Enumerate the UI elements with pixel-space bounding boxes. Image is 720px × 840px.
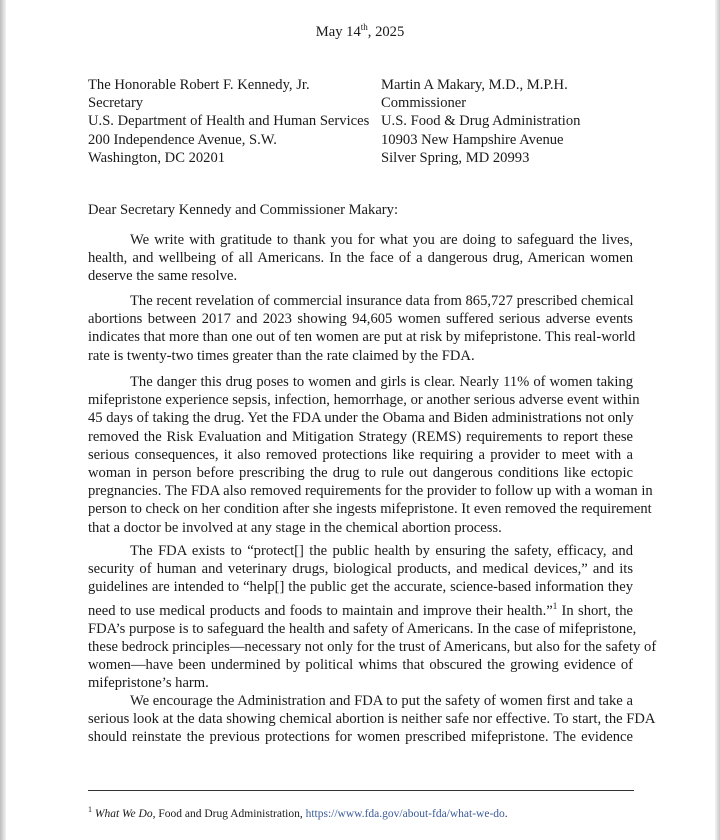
- photo-edge-left: [0, 0, 6, 840]
- text-line: person to check on her condition after she ingests mifepristone. It even removed the requirement: [88, 501, 652, 518]
- text-line: abortions between 2017 and 2023 showing 94,605 women suffered serious adverse events: [88, 311, 633, 328]
- footnote-title: What We Do: [94, 807, 153, 820]
- text-line: these bedrock principles—necessary not only for the trust of Americans, but also for the safety of: [88, 638, 657, 655]
- recipient-organization: U.S. Food & Drug Administration: [381, 113, 581, 130]
- salutation: Dear Secretary Kennedy and Commissioner Makary:: [88, 202, 399, 218]
- footnote-reference: 1: [552, 600, 558, 611]
- body-paragraph-1: [88, 231, 633, 286]
- recipient-street: 200 Independence Avenue, S.W.: [88, 131, 277, 148]
- text-line: guidelines are intended to “help[] the public get the accurate, science-based information they: [88, 579, 633, 596]
- text-line: should reinstate the previous protections for women prescribed mifepristone. The evidence: [88, 729, 633, 746]
- text-line: need to use medical products and foods to maintain and improve their health.”$^1$ In short, the: [88, 600, 633, 619]
- footnote-number: 1: [88, 805, 92, 814]
- recipient-organization: U.S. Department of Health and Human Services: [88, 113, 370, 130]
- body-paragraph-4: [88, 542, 657, 692]
- text-line: The danger this drug poses to women and girls is clear. Nearly 11% of women taking: [130, 374, 633, 390]
- recipient-city: Washington, DC 20201: [88, 149, 226, 166]
- text-line: We encourage the Administration and FDA to put the safety of women first and take a: [130, 693, 633, 709]
- text-line: serious consequences, it also removed protections like requiring a provider to meet with a: [88, 446, 633, 463]
- photo-edge-right: [715, 0, 720, 840]
- recipient-city: Silver Spring, MD 20993: [381, 149, 530, 166]
- text-line: serious look at the data showing chemical abortion is neither safe nor effective. To start, the FDA: [88, 711, 656, 728]
- text-line: The recent revelation of commercial insurance data from 865,727 prescribed chemical: [130, 293, 634, 309]
- footnote-link[interactable]: https://www.fda.gov/about-fda/what-we-do: [305, 807, 505, 820]
- footnote-divider: [88, 790, 634, 791]
- text-line: pregnancies. The FDA also removed requirements for the provider to follow up with a woman in: [88, 483, 653, 500]
- recipient-name: The Honorable Robert F. Kennedy, Jr.: [88, 77, 310, 93]
- text-line: removed the Risk Evaluation and Mitigation Strategy (REMS) requirements to report these: [88, 428, 633, 445]
- body-paragraph-5: [88, 692, 656, 747]
- recipient-title: Commissioner: [381, 95, 467, 112]
- body-paragraph-2: [88, 292, 636, 365]
- text-line: mifepristone’s harm.: [88, 675, 209, 692]
- footnote: $^1$ What We Do, Food and Drug Administration, https://www.fda.gov/about-fda/what-we-do.: [88, 805, 508, 820]
- text-line: rate is twenty-two times greater than the rate claimed by the FDA.: [88, 347, 475, 364]
- text-line: that a doctor be involved at any stage in the chemical abortion process.: [88, 519, 502, 536]
- text-line: woman in person before prescribing the drug to rule out dangerous conditions like ectopic: [88, 465, 633, 482]
- text-line: indicates that more than one out of ten women are put at risk by mifepristone. This real-world: [88, 329, 636, 346]
- text-line: women—have been undermined by political whims that obscured the growing evidence of: [88, 657, 633, 674]
- text-line: The FDA exists to “protect[] the public health by ensuring the safety, efficacy, and: [130, 543, 633, 559]
- letter-date: May 14th, 2025: [315, 22, 405, 40]
- recipient-address-right: [381, 76, 580, 167]
- recipient-street: 10903 New Hampshire Avenue: [381, 131, 564, 148]
- recipient-address-left: [88, 76, 369, 167]
- recipient-title: Secretary: [88, 95, 144, 112]
- text-line: We write with gratitude to thank you for what you are doing to safeguard the lives,: [130, 232, 633, 248]
- text-line: security of human and veterinary drugs, biological products, and medical devices,” and its: [88, 561, 633, 578]
- text-line: FDA’s purpose is to safeguard the health and safety of Americans. In the case of mifepristone,: [88, 620, 637, 637]
- text-line: deserve the same resolve.: [88, 268, 238, 285]
- text-line: mifepristone experience sepsis, infection, hemorrhage, or another serious adverse event within: [88, 392, 640, 409]
- text-line: 45 days of taking the drug. Yet the FDA under the Obama and Biden administrations not only: [88, 410, 634, 427]
- recipient-name: Martin A Makary, M.D., M.P.H.: [381, 77, 568, 93]
- text-line: health, and wellbeing of all Americans. In the face of a dangerous drug, American women: [88, 250, 633, 267]
- body-paragraph-3: [88, 373, 653, 537]
